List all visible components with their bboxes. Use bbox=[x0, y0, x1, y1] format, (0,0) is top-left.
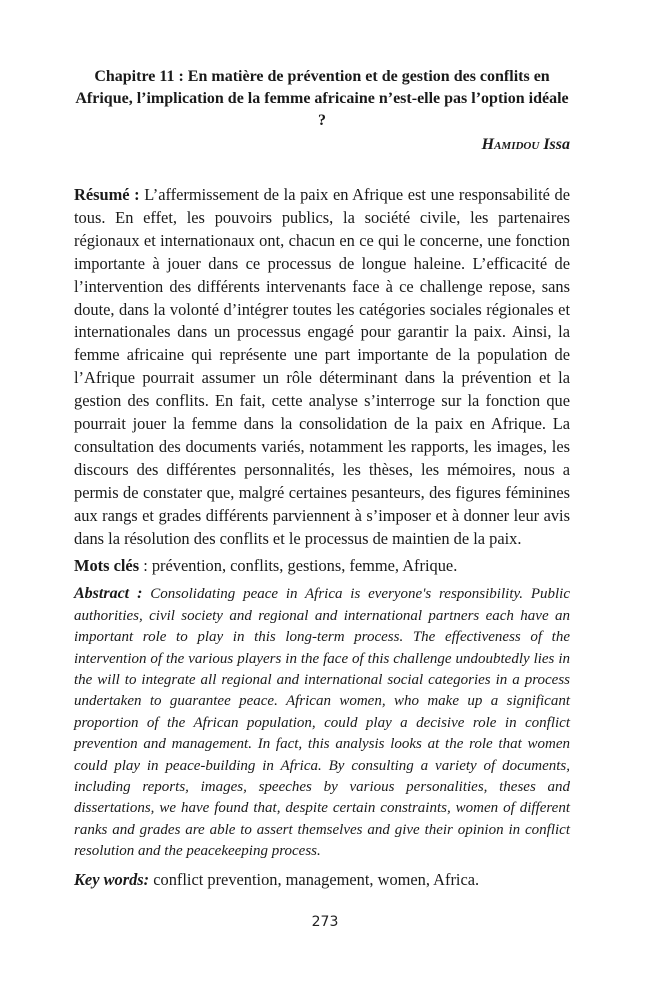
key-words-label: Key words: bbox=[74, 869, 150, 889]
page-number: 273 bbox=[311, 914, 339, 930]
chapter-title: Chapitre 11 : En matière de prévention et de gestion des conflits en Afrique, l’implication de la femme africaine n’est-elle pas l’option idéale ? bbox=[75, 68, 569, 129]
page-body bbox=[74, 66, 570, 892]
abstract-text: Consolidating peace in Africa is everyone's responsibility. Public authorities, civil society and regional and international partners each have an important role to play in this long-term process. The effectiveness of the intervention of the various players in the face of this challenge undoubtedly lies in the will to integrate all regional and international social categories in a process undertaken to guarantee peace. African women, who make up a significant proportion of the African population, could play a decisive role in conflict prevention and management. In fact, this analysis looks at the role that women could play in peace-building in Africa. By consulting a variety of documents, including reports, images, speeches by various personalities, theses and dissertations, we have found that, despite certain constraints, women of different ranks and grades are able to assert themselves and give their opinion in conflict resolution and the peacekeeping process. bbox=[74, 586, 570, 860]
mots-cles-label: Mots clés bbox=[74, 555, 140, 575]
resume-paragraph bbox=[74, 184, 570, 551]
author-first-name: Issa bbox=[543, 136, 570, 153]
resume-text: L’affermissement de la paix en Afrique est une responsabilité de tous. En effet, les pouvoirs publics, la société civile, les partenaires régionaux et internationaux ont, chacun en ce qui le concerne, une fonction importante à jouer dans ce processus de longue haleine. L’efficacité de l’intervention des différents intervenants face à ce challenge repose, sans doute, dans la volonté d’intégrer toutes les catégories sociales régionales et internationales dans un processus engagé pour garantir la paix. Ainsi, la femme africaine qui représente une part importante de la population de l’Afrique pourrait assumer un rôle déterminant dans la prévention et la gestion des conflits. En fait, cette analyse s’interroge sur la fonction que pourrait jouer la femme dans la consolidation de la paix en Afrique. La consultation des documents variés, notamment les rapports, les images, les discours des différentes personnalités, les thèses, les mémoires, nous a permis de constater que, malgré certaines pesanteurs, des figures féminines aux rangs et grades différents parviennent à s’imposer et à donner leur avis dans la résolution des conflits et le processus de maintien de la paix. bbox=[74, 185, 570, 548]
key-words-text: conflict prevention, management, women, Africa. bbox=[153, 869, 480, 889]
abstract-label: Abstract : bbox=[74, 585, 143, 603]
abstract-paragraph bbox=[74, 583, 570, 862]
key-words-paragraph bbox=[74, 869, 570, 892]
mots-cles-paragraph bbox=[74, 555, 570, 578]
mots-cles-text: : prévention, conflits, gestions, femme, Afrique. bbox=[143, 555, 458, 575]
author-name bbox=[74, 134, 570, 156]
author-last-name: Hamidou bbox=[481, 136, 540, 153]
resume-label: Résumé : bbox=[74, 185, 140, 204]
